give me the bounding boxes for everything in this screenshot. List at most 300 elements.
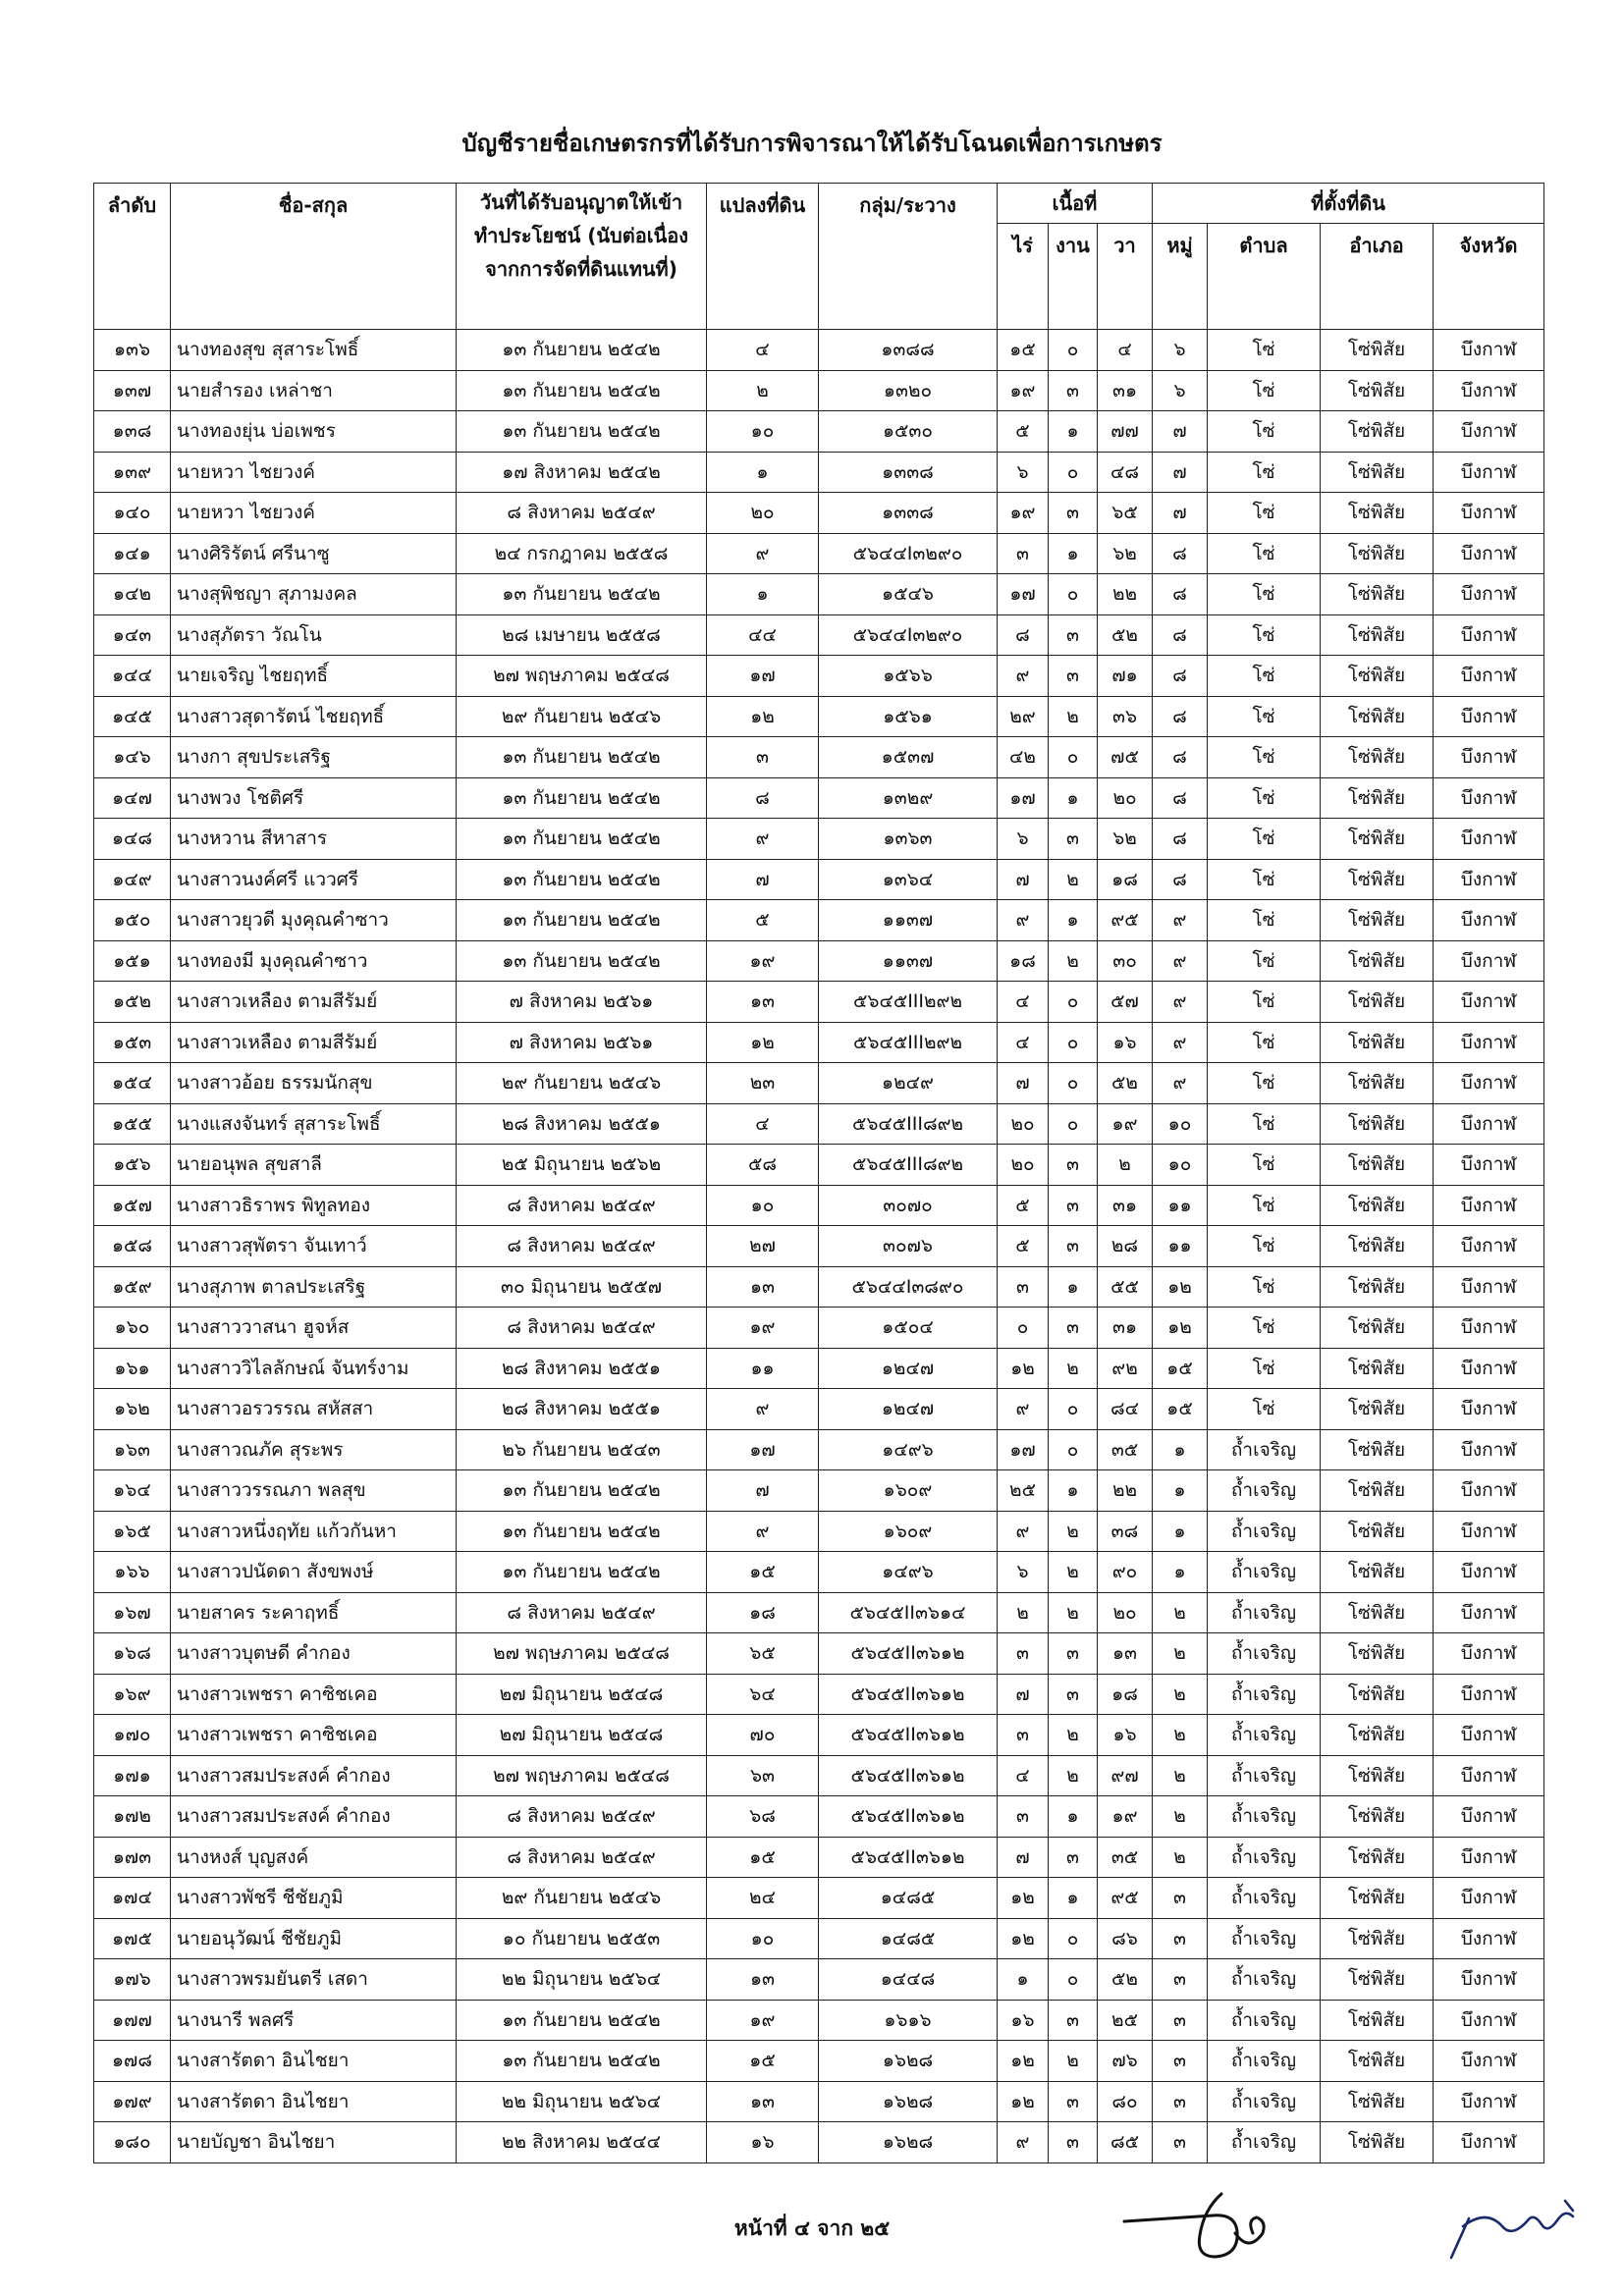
cell-wa: ๘๕ — [1098, 2122, 1153, 2163]
cell-amphoe: โซ่พิสัย — [1321, 1837, 1434, 1878]
cell-rai: ๔๒ — [998, 737, 1049, 778]
cell-plot: ๔ — [707, 330, 819, 371]
cell-amphoe: โซ่พิสัย — [1321, 819, 1434, 860]
cell-moo: ๙ — [1153, 1022, 1208, 1063]
cell-rai: ๓ — [998, 1715, 1049, 1756]
cell-ngan: ๑ — [1049, 533, 1098, 574]
cell-ngan: ๓ — [1049, 1674, 1098, 1715]
cell-wa: ๓๑ — [1098, 370, 1153, 411]
table-row — [94, 1715, 1544, 1756]
cell-group: ๑๓๖๓ — [819, 819, 998, 860]
cell-amphoe: โซ่พิสัย — [1321, 696, 1434, 737]
cell-wa: ๗๖ — [1098, 2041, 1153, 2082]
table-row — [94, 452, 1544, 493]
cell-group: ๑๕๓๗ — [819, 737, 998, 778]
cell-tambon: ถ้ำเจริญ — [1208, 1429, 1321, 1470]
cell-wa: ๒ — [1098, 1145, 1153, 1186]
cell-plot: ๑๕ — [707, 1837, 819, 1878]
header-rai: ไร่ — [998, 224, 1049, 330]
table-row — [94, 1103, 1544, 1145]
cell-moo: ๑๑ — [1153, 1226, 1208, 1267]
cell-date: ๑๗ สิงหาคม ๒๕๔๒ — [457, 452, 707, 493]
cell-rai: ๑ — [998, 1959, 1049, 2001]
cell-no: ๑๗๙ — [94, 2081, 171, 2122]
cell-date: ๑๓ กันยายน ๒๕๔๒ — [457, 940, 707, 982]
cell-plot: ๗๐ — [707, 1715, 819, 1756]
cell-group: ๑๖๐๙ — [819, 1470, 998, 1512]
cell-moo: ๒ — [1153, 1592, 1208, 1633]
cell-rai: ๕ — [998, 411, 1049, 453]
cell-no: ๑๘๐ — [94, 2122, 171, 2163]
table-row — [94, 940, 1544, 982]
cell-date: ๑๓ กันยายน ๒๕๔๒ — [457, 1552, 707, 1593]
cell-moo: ๘ — [1153, 533, 1208, 574]
cell-tambon: โซ่ — [1208, 900, 1321, 941]
cell-province: บึงกาฬ — [1434, 614, 1544, 656]
cell-name: นางสุพิชญา สุภามงคล — [171, 574, 457, 615]
cell-date: ๒๘ สิงหาคม ๒๕๕๑ — [457, 1103, 707, 1145]
cell-plot: ๑๓ — [707, 1959, 819, 2001]
cell-tambon: ถ้ำเจริญ — [1208, 1470, 1321, 1512]
cell-rai: ๙ — [998, 656, 1049, 697]
table-row — [94, 1633, 1544, 1675]
cell-group: ๑๓๓๘ — [819, 452, 998, 493]
cell-date: ๗ สิงหาคม ๒๕๖๑ — [457, 1022, 707, 1063]
cell-ngan: ๓ — [1049, 819, 1098, 860]
cell-tambon: โซ่ — [1208, 696, 1321, 737]
cell-moo: ๙ — [1153, 940, 1208, 982]
cell-group: ๕๖๔๕III๘๙๒ — [819, 1103, 998, 1145]
cell-name: นางทองยุ่น บ่อเพชร — [171, 411, 457, 453]
table-row — [94, 2000, 1544, 2041]
cell-plot: ๑๓ — [707, 2081, 819, 2122]
cell-moo: ๙ — [1153, 900, 1208, 941]
cell-province: บึงกาฬ — [1434, 1226, 1544, 1267]
cell-plot: ๙ — [707, 533, 819, 574]
cell-ngan: ๑ — [1049, 1796, 1098, 1838]
cell-tambon: โซ่ — [1208, 452, 1321, 493]
cell-no: ๑๗๖ — [94, 1959, 171, 2001]
cell-moo: ๒ — [1153, 1837, 1208, 1878]
cell-group: ๑๖๒๘ — [819, 2122, 998, 2163]
cell-tambon: โซ่ — [1208, 574, 1321, 615]
cell-name: นางสาวบุตษดี คำกอง — [171, 1633, 457, 1675]
table-row — [94, 1348, 1544, 1389]
cell-province: บึงกาฬ — [1434, 2000, 1544, 2041]
cell-province: บึงกาฬ — [1434, 1348, 1544, 1389]
cell-tambon: โซ่ — [1208, 737, 1321, 778]
cell-name: นางสาวพรมยันตรี เสดา — [171, 1959, 457, 2001]
cell-moo: ๘ — [1153, 614, 1208, 656]
cell-province: บึงกาฬ — [1434, 900, 1544, 941]
cell-moo: ๑๒ — [1153, 1308, 1208, 1349]
cell-ngan: ๐ — [1049, 574, 1098, 615]
cell-moo: ๗ — [1153, 452, 1208, 493]
cell-rai: ๔ — [998, 982, 1049, 1023]
cell-tambon: โซ่ — [1208, 614, 1321, 656]
cell-ngan: ๐ — [1049, 1959, 1098, 2001]
cell-amphoe: โซ่พิสัย — [1321, 859, 1434, 900]
cell-group: ๕๖๔๕III๒๙๒ — [819, 1022, 998, 1063]
cell-date: ๑๓ กันยายน ๒๕๔๒ — [457, 574, 707, 615]
cell-name: นางสุภาพ ตาลประเสริฐ — [171, 1266, 457, 1308]
cell-name: นางหงส์ บุญสงค์ — [171, 1837, 457, 1878]
cell-ngan: ๓ — [1049, 1837, 1098, 1878]
cell-tambon: ถ้ำเจริญ — [1208, 1918, 1321, 1959]
cell-moo: ๓ — [1153, 2000, 1208, 2041]
cell-group: ๑๓๒๐ — [819, 370, 998, 411]
cell-name: นางสารัตดา อินไชยา — [171, 2081, 457, 2122]
cell-amphoe: โซ่พิสัย — [1321, 1552, 1434, 1593]
cell-plot: ๑๘ — [707, 1592, 819, 1633]
cell-wa: ๑๙ — [1098, 1796, 1153, 1838]
cell-no: ๑๖๙ — [94, 1674, 171, 1715]
cell-no: ๑๔๗ — [94, 777, 171, 819]
cell-name: นายเจริญ ไชยฤทธิ์ — [171, 656, 457, 697]
table-row — [94, 1185, 1544, 1226]
cell-date: ๑๓ กันยายน ๒๕๔๒ — [457, 859, 707, 900]
table-row — [94, 982, 1544, 1023]
cell-province: บึงกาฬ — [1434, 1959, 1544, 2001]
cell-group: ๑๖๐๙ — [819, 1511, 998, 1552]
cell-group: ๕๖๔๕II๓๖๑๒ — [819, 1755, 998, 1796]
cell-province: บึงกาฬ — [1434, 1837, 1544, 1878]
table-row — [94, 411, 1544, 453]
cell-ngan: ๒ — [1049, 859, 1098, 900]
cell-province: บึงกาฬ — [1434, 1389, 1544, 1430]
cell-tambon: ถ้ำเจริญ — [1208, 1796, 1321, 1838]
cell-rai: ๙ — [998, 2122, 1049, 2163]
cell-amphoe: โซ่พิสัย — [1321, 1796, 1434, 1838]
cell-plot: ๖๘ — [707, 1796, 819, 1838]
cell-no: ๑๓๘ — [94, 411, 171, 453]
cell-rai: ๑๗ — [998, 777, 1049, 819]
cell-ngan: ๐ — [1049, 330, 1098, 371]
cell-amphoe: โซ่พิสัย — [1321, 614, 1434, 656]
cell-ngan: ๓ — [1049, 1185, 1098, 1226]
cell-tambon: โซ่ — [1208, 777, 1321, 819]
cell-province: บึงกาฬ — [1434, 1592, 1544, 1633]
cell-tambon: ถ้ำเจริญ — [1208, 1837, 1321, 1878]
cell-wa: ๑๖ — [1098, 1022, 1153, 1063]
cell-rai: ๒๕ — [998, 1470, 1049, 1512]
cell-rai: ๙ — [998, 1389, 1049, 1430]
cell-rai: ๑๒ — [998, 1348, 1049, 1389]
cell-wa: ๖๒ — [1098, 819, 1153, 860]
cell-moo: ๑ — [1153, 1552, 1208, 1593]
table-row — [94, 1022, 1544, 1063]
cell-ngan: ๒ — [1049, 940, 1098, 982]
cell-group: ๕๖๔๕II๓๖๑๒ — [819, 1837, 998, 1878]
cell-wa: ๘๔ — [1098, 1389, 1153, 1430]
cell-moo: ๓ — [1153, 1878, 1208, 1919]
cell-name: นายหวา ไชยวงค์ — [171, 452, 457, 493]
cell-moo: ๘ — [1153, 819, 1208, 860]
cell-name: นางสาววรรณภา พลสุข — [171, 1470, 457, 1512]
cell-ngan: ๒ — [1049, 1592, 1098, 1633]
cell-province: บึงกาฬ — [1434, 411, 1544, 453]
cell-tambon: โซ่ — [1208, 533, 1321, 574]
cell-group: ๕๖๔๕II๓๖๑๒ — [819, 1633, 998, 1675]
cell-group: ๑๒๔๙ — [819, 1063, 998, 1104]
cell-tambon: ถ้ำเจริญ — [1208, 2081, 1321, 2122]
cell-no: ๑๕๕ — [94, 1103, 171, 1145]
cell-date: ๑๓ กันยายน ๒๕๔๒ — [457, 2000, 707, 2041]
cell-ngan: ๐ — [1049, 1918, 1098, 1959]
cell-no: ๑๔๖ — [94, 737, 171, 778]
cell-rai: ๗ — [998, 1063, 1049, 1104]
cell-moo: ๓ — [1153, 1959, 1208, 2001]
cell-amphoe: โซ่พิสัย — [1321, 1145, 1434, 1186]
cell-amphoe: โซ่พิสัย — [1321, 1429, 1434, 1470]
cell-group: ๑๓๓๘ — [819, 493, 998, 534]
cell-ngan: ๓ — [1049, 2122, 1098, 2163]
cell-name: นางกา สุขประเสริฐ — [171, 737, 457, 778]
cell-wa: ๑๖ — [1098, 1715, 1153, 1756]
cell-moo: ๓ — [1153, 2041, 1208, 2082]
table-row — [94, 1878, 1544, 1919]
cell-moo: ๗ — [1153, 493, 1208, 534]
cell-plot: ๑๕ — [707, 1552, 819, 1593]
cell-amphoe: โซ่พิสัย — [1321, 1959, 1434, 2001]
cell-moo: ๗ — [1153, 411, 1208, 453]
cell-rai: ๖ — [998, 452, 1049, 493]
cell-province: บึงกาฬ — [1434, 533, 1544, 574]
cell-plot: ๑ — [707, 452, 819, 493]
cell-plot: ๑ — [707, 574, 819, 615]
cell-wa: ๓๘ — [1098, 1511, 1153, 1552]
cell-no: ๑๕๖ — [94, 1145, 171, 1186]
cell-amphoe: โซ่พิสัย — [1321, 1511, 1434, 1552]
cell-no: ๑๓๖ — [94, 330, 171, 371]
cell-name: นางศิริรัตน์ ศรีนาซู — [171, 533, 457, 574]
table-row — [94, 1511, 1544, 1552]
cell-amphoe: โซ่พิสัย — [1321, 493, 1434, 534]
cell-ngan: ๓ — [1049, 1633, 1098, 1675]
cell-rai: ๒๙ — [998, 696, 1049, 737]
header-date-line: วันที่ได้รับอนุญาตให้เข้า — [479, 190, 683, 214]
cell-ngan: ๒ — [1049, 1715, 1098, 1756]
cell-no: ๑๔๓ — [94, 614, 171, 656]
cell-plot: ๑๖ — [707, 2122, 819, 2163]
cell-wa: ๓๖ — [1098, 696, 1153, 737]
cell-province: บึงกาฬ — [1434, 777, 1544, 819]
cell-wa: ๒๐ — [1098, 1592, 1153, 1633]
cell-ngan: ๓ — [1049, 493, 1098, 534]
cell-amphoe: โซ่พิสัย — [1321, 900, 1434, 941]
cell-no: ๑๔๐ — [94, 493, 171, 534]
cell-date: ๒๘ เมษายน ๒๕๕๘ — [457, 614, 707, 656]
cell-plot: ๑๗ — [707, 656, 819, 697]
cell-ngan: ๒ — [1049, 1552, 1098, 1593]
cell-ngan: ๐ — [1049, 1429, 1098, 1470]
cell-ngan: ๓ — [1049, 1308, 1098, 1349]
cell-no: ๑๕๓ — [94, 1022, 171, 1063]
cell-plot: ๒๐ — [707, 493, 819, 534]
cell-rai: ๑๒ — [998, 1918, 1049, 1959]
cell-province: บึงกาฬ — [1434, 1511, 1544, 1552]
cell-name: นางสาวเหลือง ตามสีรัมย์ — [171, 982, 457, 1023]
cell-ngan: ๑ — [1049, 411, 1098, 453]
cell-plot: ๑๐ — [707, 1918, 819, 1959]
cell-province: บึงกาฬ — [1434, 656, 1544, 697]
header-area: เนื้อที่ — [998, 184, 1153, 224]
cell-amphoe: โซ่พิสัย — [1321, 1063, 1434, 1104]
cell-rai: ๒ — [998, 1592, 1049, 1633]
cell-moo: ๓ — [1153, 1918, 1208, 1959]
cell-moo: ๙ — [1153, 1063, 1208, 1104]
cell-amphoe: โซ่พิสัย — [1321, 1348, 1434, 1389]
cell-amphoe: โซ่พิสัย — [1321, 982, 1434, 1023]
cell-moo: ๒ — [1153, 1796, 1208, 1838]
header-location: ที่ตั้งที่ดิน — [1153, 184, 1544, 224]
cell-date: ๑๓ กันยายน ๒๕๔๒ — [457, 1470, 707, 1512]
cell-tambon: โซ่ — [1208, 1348, 1321, 1389]
cell-tambon: โซ่ — [1208, 1308, 1321, 1349]
cell-date: ๒๖ กันยายน ๒๕๔๓ — [457, 1429, 707, 1470]
cell-amphoe: โซ่พิสัย — [1321, 777, 1434, 819]
cell-ngan: ๑ — [1049, 1470, 1098, 1512]
cell-province: บึงกาฬ — [1434, 2041, 1544, 2082]
cell-plot: ๒ — [707, 370, 819, 411]
cell-tambon: โซ่ — [1208, 1389, 1321, 1430]
cell-amphoe: โซ่พิสัย — [1321, 656, 1434, 697]
cell-no: ๑๔๕ — [94, 696, 171, 737]
cell-group: ๑๕๓๐ — [819, 411, 998, 453]
cell-province: บึงกาฬ — [1434, 2081, 1544, 2122]
cell-province: บึงกาฬ — [1434, 1918, 1544, 1959]
cell-name: นางหวาน สีหาสาร — [171, 819, 457, 860]
cell-wa: ๕๒ — [1098, 1063, 1153, 1104]
cell-amphoe: โซ่พิสัย — [1321, 1185, 1434, 1226]
cell-name: นางสาวเพชรา คาซิชเคอ — [171, 1715, 457, 1756]
cell-wa: ๒๕ — [1098, 2000, 1153, 2041]
cell-tambon: โซ่ — [1208, 330, 1321, 371]
cell-province: บึงกาฬ — [1434, 859, 1544, 900]
table-row — [94, 370, 1544, 411]
cell-rai: ๓ — [998, 1633, 1049, 1675]
cell-amphoe: โซ่พิสัย — [1321, 370, 1434, 411]
cell-amphoe: โซ่พิสัย — [1321, 330, 1434, 371]
cell-no: ๑๔๘ — [94, 819, 171, 860]
cell-name: นางสาวอ้อย ธรรมนักสุข — [171, 1063, 457, 1104]
cell-amphoe: โซ่พิสัย — [1321, 1592, 1434, 1633]
cell-province: บึงกาฬ — [1434, 696, 1544, 737]
table-row — [94, 1837, 1544, 1878]
cell-province: บึงกาฬ — [1434, 1103, 1544, 1145]
cell-date: ๑๓ กันยายน ๒๕๔๒ — [457, 900, 707, 941]
cell-plot: ๑๓ — [707, 1266, 819, 1308]
cell-wa: ๕๕ — [1098, 1266, 1153, 1308]
cell-group: ๑๔๔๘ — [819, 1959, 998, 2001]
cell-tambon: โซ่ — [1208, 370, 1321, 411]
cell-tambon: โซ่ — [1208, 1145, 1321, 1186]
cell-wa: ๒๘ — [1098, 1226, 1153, 1267]
table-row — [94, 819, 1544, 860]
header-tambon: ตำบล — [1208, 224, 1321, 330]
table-row — [94, 2041, 1544, 2082]
table-row — [94, 696, 1544, 737]
cell-group: ๕๖๔๕III๘๙๒ — [819, 1145, 998, 1186]
cell-date: ๘ สิงหาคม ๒๕๔๙ — [457, 1308, 707, 1349]
cell-plot: ๖๓ — [707, 1755, 819, 1796]
cell-no: ๑๖๕ — [94, 1511, 171, 1552]
cell-date: ๒๗ มิถุนายน ๒๕๔๘ — [457, 1715, 707, 1756]
cell-tambon: ถ้ำเจริญ — [1208, 1878, 1321, 1919]
cell-name: นางสาวสุดารัตน์ ไชยฤทธิ์ — [171, 696, 457, 737]
cell-tambon: ถ้ำเจริญ — [1208, 1592, 1321, 1633]
cell-tambon: ถ้ำเจริญ — [1208, 1959, 1321, 2001]
cell-rai: ๐ — [998, 1308, 1049, 1349]
cell-ngan: ๑ — [1049, 900, 1098, 941]
cell-name: นางสารัตดา อินไชยา — [171, 2041, 457, 2082]
cell-rai: ๙ — [998, 900, 1049, 941]
cell-no: ๑๕๐ — [94, 900, 171, 941]
cell-province: บึงกาฬ — [1434, 493, 1544, 534]
header-plot: แปลงที่ดิน — [707, 184, 819, 330]
cell-wa: ๙๒ — [1098, 1348, 1153, 1389]
cell-group: ๑๒๔๗ — [819, 1389, 998, 1430]
cell-plot: ๕๘ — [707, 1145, 819, 1186]
cell-name: นางสาววาสนา ฮูจห์ส — [171, 1308, 457, 1349]
cell-province: บึงกาฬ — [1434, 1878, 1544, 1919]
cell-group: ๑๓๒๙ — [819, 777, 998, 819]
cell-date: ๓๐ มิถุนายน ๒๕๕๗ — [457, 1266, 707, 1308]
cell-moo: ๘ — [1153, 696, 1208, 737]
cell-amphoe: โซ่พิสัย — [1321, 1674, 1434, 1715]
cell-name: นางสุภัตรา วัณโน — [171, 614, 457, 656]
cell-rai: ๔ — [998, 1755, 1049, 1796]
cell-ngan: ๐ — [1049, 1022, 1098, 1063]
cell-plot: ๔ — [707, 1103, 819, 1145]
table-row — [94, 574, 1544, 615]
table-row — [94, 656, 1544, 697]
cell-ngan: ๐ — [1049, 1063, 1098, 1104]
cell-rai: ๓ — [998, 1266, 1049, 1308]
cell-group: ๓๐๗๖ — [819, 1226, 998, 1267]
cell-tambon: โซ่ — [1208, 819, 1321, 860]
cell-group: ๑๑๓๗ — [819, 900, 998, 941]
cell-date: ๒๘ สิงหาคม ๒๕๕๑ — [457, 1348, 707, 1389]
cell-tambon: โซ่ — [1208, 1103, 1321, 1145]
cell-plot: ๗ — [707, 859, 819, 900]
cell-tambon: ถ้ำเจริญ — [1208, 1755, 1321, 1796]
cell-wa: ๒๒ — [1098, 1470, 1153, 1512]
cell-plot: ๕ — [707, 900, 819, 941]
cell-group: ๑๕๔๖ — [819, 574, 998, 615]
cell-no: ๑๖๓ — [94, 1429, 171, 1470]
cell-tambon: โซ่ — [1208, 411, 1321, 453]
cell-province: บึงกาฬ — [1434, 1308, 1544, 1349]
cell-no: ๑๕๙ — [94, 1266, 171, 1308]
cell-amphoe: โซ่พิสัย — [1321, 2000, 1434, 2041]
cell-wa: ๙๕ — [1098, 900, 1153, 941]
cell-plot: ๑๒ — [707, 696, 819, 737]
cell-wa: ๑๘ — [1098, 859, 1153, 900]
cell-name: นางสาวปนัดดา สังขพงษ์ — [171, 1552, 457, 1593]
cell-rai: ๑๒ — [998, 1878, 1049, 1919]
cell-province: บึงกาฬ — [1434, 1145, 1544, 1186]
cell-province: บึงกาฬ — [1434, 1552, 1544, 1593]
cell-name: นายสำรอง เหล่าชา — [171, 370, 457, 411]
cell-plot: ๑๙ — [707, 2000, 819, 2041]
cell-tambon: โซ่ — [1208, 1063, 1321, 1104]
cell-group: ๕๖๔๕III๒๙๒ — [819, 982, 998, 1023]
cell-no: ๑๕๘ — [94, 1226, 171, 1267]
cell-wa: ๑๘ — [1098, 1674, 1153, 1715]
cell-name: นางสาวเหลือง ตามสีรัมย์ — [171, 1022, 457, 1063]
cell-moo: ๘ — [1153, 656, 1208, 697]
